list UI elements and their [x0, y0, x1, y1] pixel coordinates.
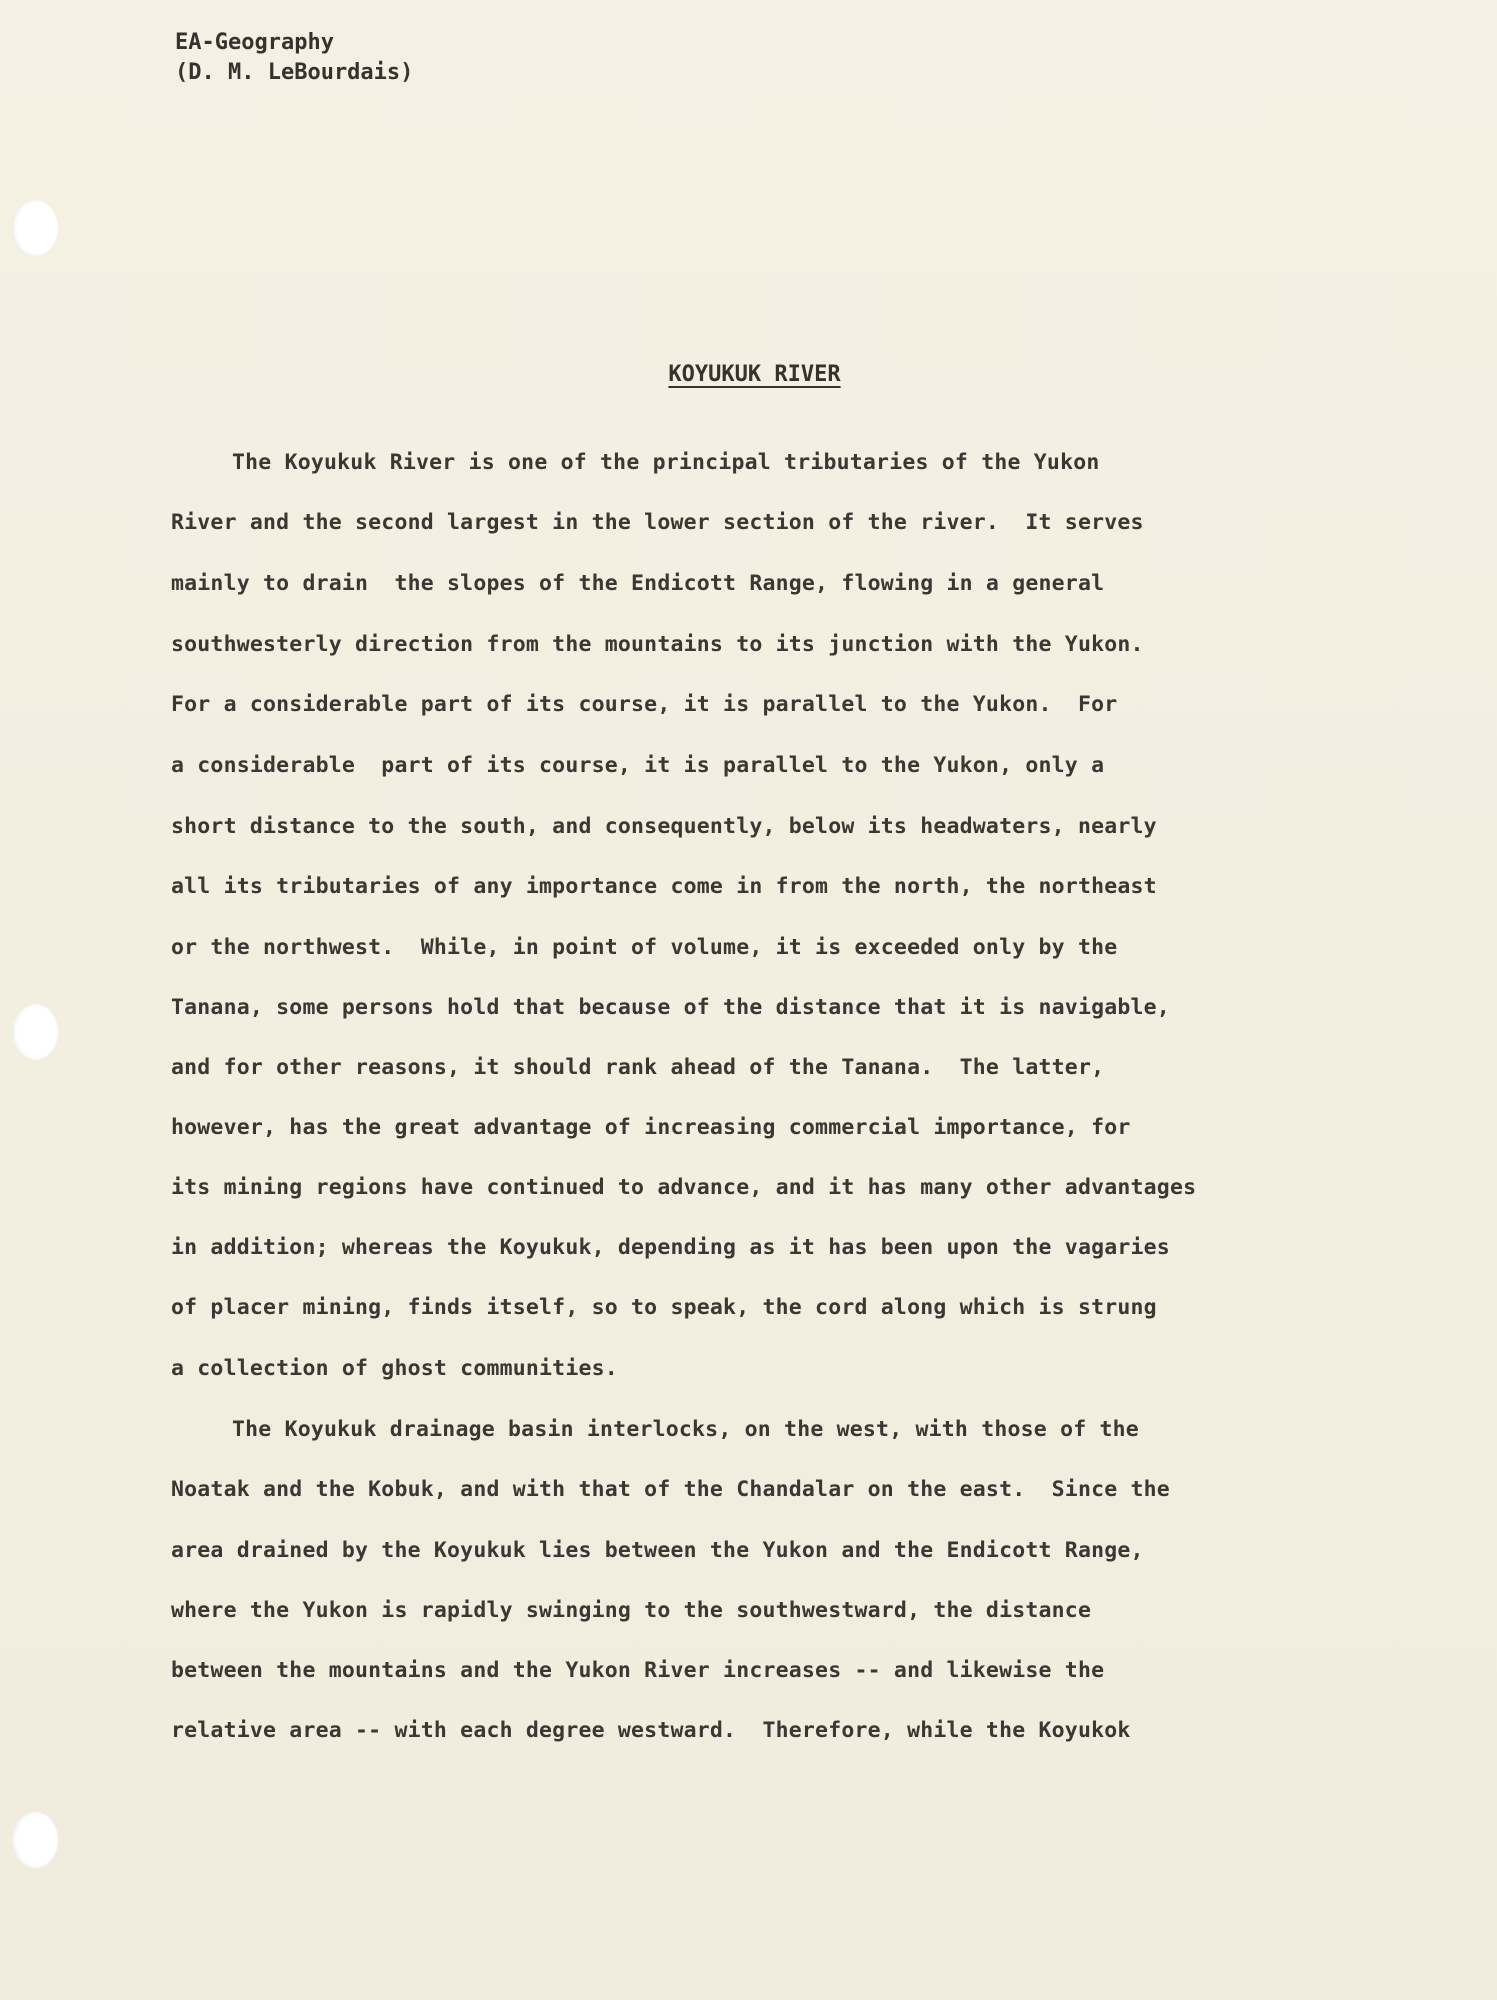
header-author: (D. M. LeBourdais) — [175, 60, 414, 85]
text-line: short distance to the south, and consequently, below its headwaters, nearly — [171, 814, 1157, 839]
text-line: where the Yukon is rapidly swinging to the southwestward, the distance — [171, 1598, 1092, 1623]
header-subject: EA-Geography — [175, 30, 334, 55]
text-line: its mining regions have continued to advance, and it has many other advantages — [171, 1175, 1197, 1200]
text-line: a collection of ghost communities. — [171, 1356, 618, 1381]
text-line: in addition; whereas the Koyukuk, depending as it has been upon the vagaries — [171, 1235, 1170, 1260]
text-line: The Koyukuk River is one of the principal tributaries of the Yukon — [232, 450, 1100, 475]
punch-hole — [12, 1812, 58, 1868]
text-line: however, has the great advantage of increasing commercial importance, for — [171, 1115, 1131, 1140]
text-line: The Koyukuk drainage basin interlocks, on the west, with those of the — [232, 1417, 1139, 1442]
text-line: Noatak and the Kobuk, and with that of the Chandalar on the east. Since the — [171, 1477, 1170, 1502]
text-line: For a considerable part of its course, it is parallel to the Yukon. For — [171, 692, 1118, 717]
text-line: southwesterly direction from the mountains to its junction with the Yukon. — [171, 632, 1144, 657]
text-line: or the northwest. While, in point of volume, it is exceeded only by the — [171, 935, 1118, 960]
document-title — [0, 362, 1497, 387]
punch-hole — [12, 1004, 58, 1060]
text-line: and for other reasons, it should rank ahead of the Tanana. The latter, — [171, 1055, 1105, 1080]
text-line: of placer mining, finds itself, so to speak, the cord along which is strung — [171, 1295, 1157, 1320]
text-line: mainly to drain the slopes of the Endicott Range, flowing in a general — [171, 571, 1105, 596]
text-line: all its tributaries of any importance come in from the north, the northeast — [171, 874, 1157, 899]
title-text: KOYUKUK RIVER — [668, 362, 841, 387]
punch-hole — [12, 200, 58, 256]
text-line: Tanana, some persons hold that because of the distance that it is navigable, — [171, 995, 1170, 1020]
text-line: between the mountains and the Yukon River increases -- and likewise the — [171, 1658, 1105, 1683]
text-line: area drained by the Koyukuk lies between the Yukon and the Endicott Range, — [171, 1538, 1144, 1563]
document-header — [175, 28, 413, 88]
text-line: relative area -- with each degree westward. Therefore, while the Koyukok — [171, 1718, 1131, 1743]
text-line: a considerable part of its course, it is parallel to the Yukon, only a — [171, 753, 1105, 778]
text-line: River and the second largest in the lower section of the river. It serves — [171, 510, 1144, 535]
